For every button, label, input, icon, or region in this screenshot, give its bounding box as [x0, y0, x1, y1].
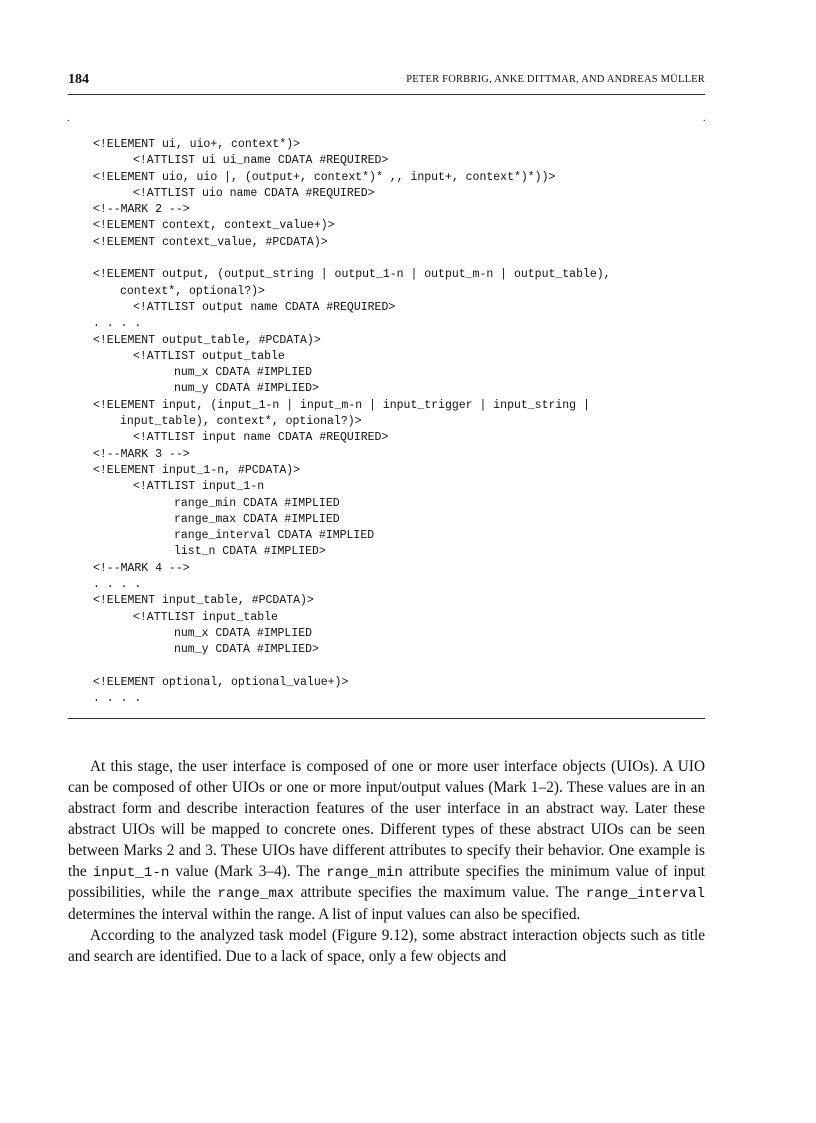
code-line: <!ELEMENT context, context_value+)> [93, 219, 335, 233]
code-line: list_n CDATA #IMPLIED> [174, 545, 326, 559]
paragraph [68, 757, 705, 926]
text-run: At this stage, the user interface is composed of one or more user interface objects (UIOs). A UIO can be composed of other UIOs or one or more input/output values (Mark 1–2). These values are in an abstract form and describe interaction features of the user interface in an abstract way. Later these abstract UIOs will be mapped to concrete ones. Different types of these abstract UIOs can be seen between Marks 2 and 3. These UIOs have different attributes to specify their behavior. One example is the [68, 758, 705, 880]
code-ellipsis: . . . . [93, 317, 142, 331]
page-number: 184 [68, 72, 89, 87]
code-line: <!--MARK 4 --> [93, 561, 190, 575]
code-line: <!ELEMENT input_table, #PCDATA)> [93, 594, 314, 608]
code-line: context*, optional?)> [120, 284, 265, 298]
code-line: <!ATTLIST input_table [133, 610, 278, 624]
page-header [68, 72, 705, 95]
code-line: <!ELEMENT ui, uio+, context*)> [93, 138, 301, 151]
code-line: range_interval CDATA #IMPLIED [174, 529, 375, 543]
code-line: num_x CDATA #IMPLIED [174, 626, 313, 640]
code-line: range_min CDATA #IMPLIED [174, 496, 340, 510]
code-line: <!ATTLIST input_1-n [133, 480, 265, 494]
code-line: <!--MARK 3 --> [93, 447, 190, 461]
code-line: num_y CDATA #IMPLIED> [174, 643, 319, 657]
code-line: input_table), context*, optional?)> [120, 415, 362, 429]
corner-mark-right: . [703, 113, 706, 124]
code-line: range_max CDATA #IMPLIED [174, 512, 340, 526]
inline-code: range_min [326, 864, 403, 881]
code-ellipsis: . . . . [93, 578, 142, 592]
text-run: attribute specifies the maximum value. The [294, 884, 586, 902]
code-line: <!ELEMENT optional, optional_value+)> [93, 675, 349, 689]
code-line: <!--MARK 2 --> [93, 203, 190, 217]
listing-divider [68, 718, 705, 719]
code-line: <!ELEMENT output_table, #PCDATA)> [93, 333, 321, 347]
inline-code: input_1-n [92, 864, 170, 881]
code-blank-line [93, 659, 705, 675]
code-line: <!ATTLIST output name CDATA #REQUIRED> [133, 300, 396, 314]
code-line: <!ELEMENT input_1-n, #PCDATA)> [93, 463, 301, 477]
body-text [68, 757, 705, 968]
text-run: determines the interval within the range. A list of input values can also be specified. [68, 906, 581, 924]
code-line: <!ELEMENT uio, uio |, (output+, context*)* ,, input+, context*)*))> [93, 170, 556, 184]
code-line: <!ATTLIST ui ui_name CDATA #REQUIRED> [133, 154, 389, 168]
text-run: attribute specifies the minimum value of input possibilities, while the [68, 862, 705, 902]
text-run: value (Mark 3–4). The [169, 862, 327, 880]
inline-code: range_interval [585, 886, 705, 903]
dtd-code-listing [93, 137, 705, 707]
code-line: <!ATTLIST input name CDATA #REQUIRED> [133, 431, 389, 445]
code-ellipsis: . . . . [93, 692, 142, 706]
running-head: PETER FORBRIG, ANKE DITTMAR, AND ANDREAS MÜLLER [406, 74, 705, 85]
inline-code: range_max [217, 886, 294, 903]
code-line: num_x CDATA #IMPLIED [174, 366, 313, 380]
code-line: <!ATTLIST output_table [133, 349, 285, 363]
code-line: <!ATTLIST uio name CDATA #REQUIRED> [133, 186, 375, 200]
code-blank-line [93, 251, 705, 267]
corner-mark-left: . [67, 113, 70, 124]
code-line: <!ELEMENT context_value, #PCDATA)> [93, 235, 328, 249]
code-line: num_y CDATA #IMPLIED> [174, 382, 319, 396]
code-line: <!ELEMENT output, (output_string | output_1-n | output_m-n | output_table), [93, 268, 611, 282]
code-line: <!ELEMENT input, (input_1-n | input_m-n | input_trigger | input_string | [93, 398, 590, 412]
paragraph: According to the analyzed task model (Figure 9.12), some abstract interaction objects such as title and search are identified. Due to a lack of space, only a few objects and [68, 927, 705, 966]
